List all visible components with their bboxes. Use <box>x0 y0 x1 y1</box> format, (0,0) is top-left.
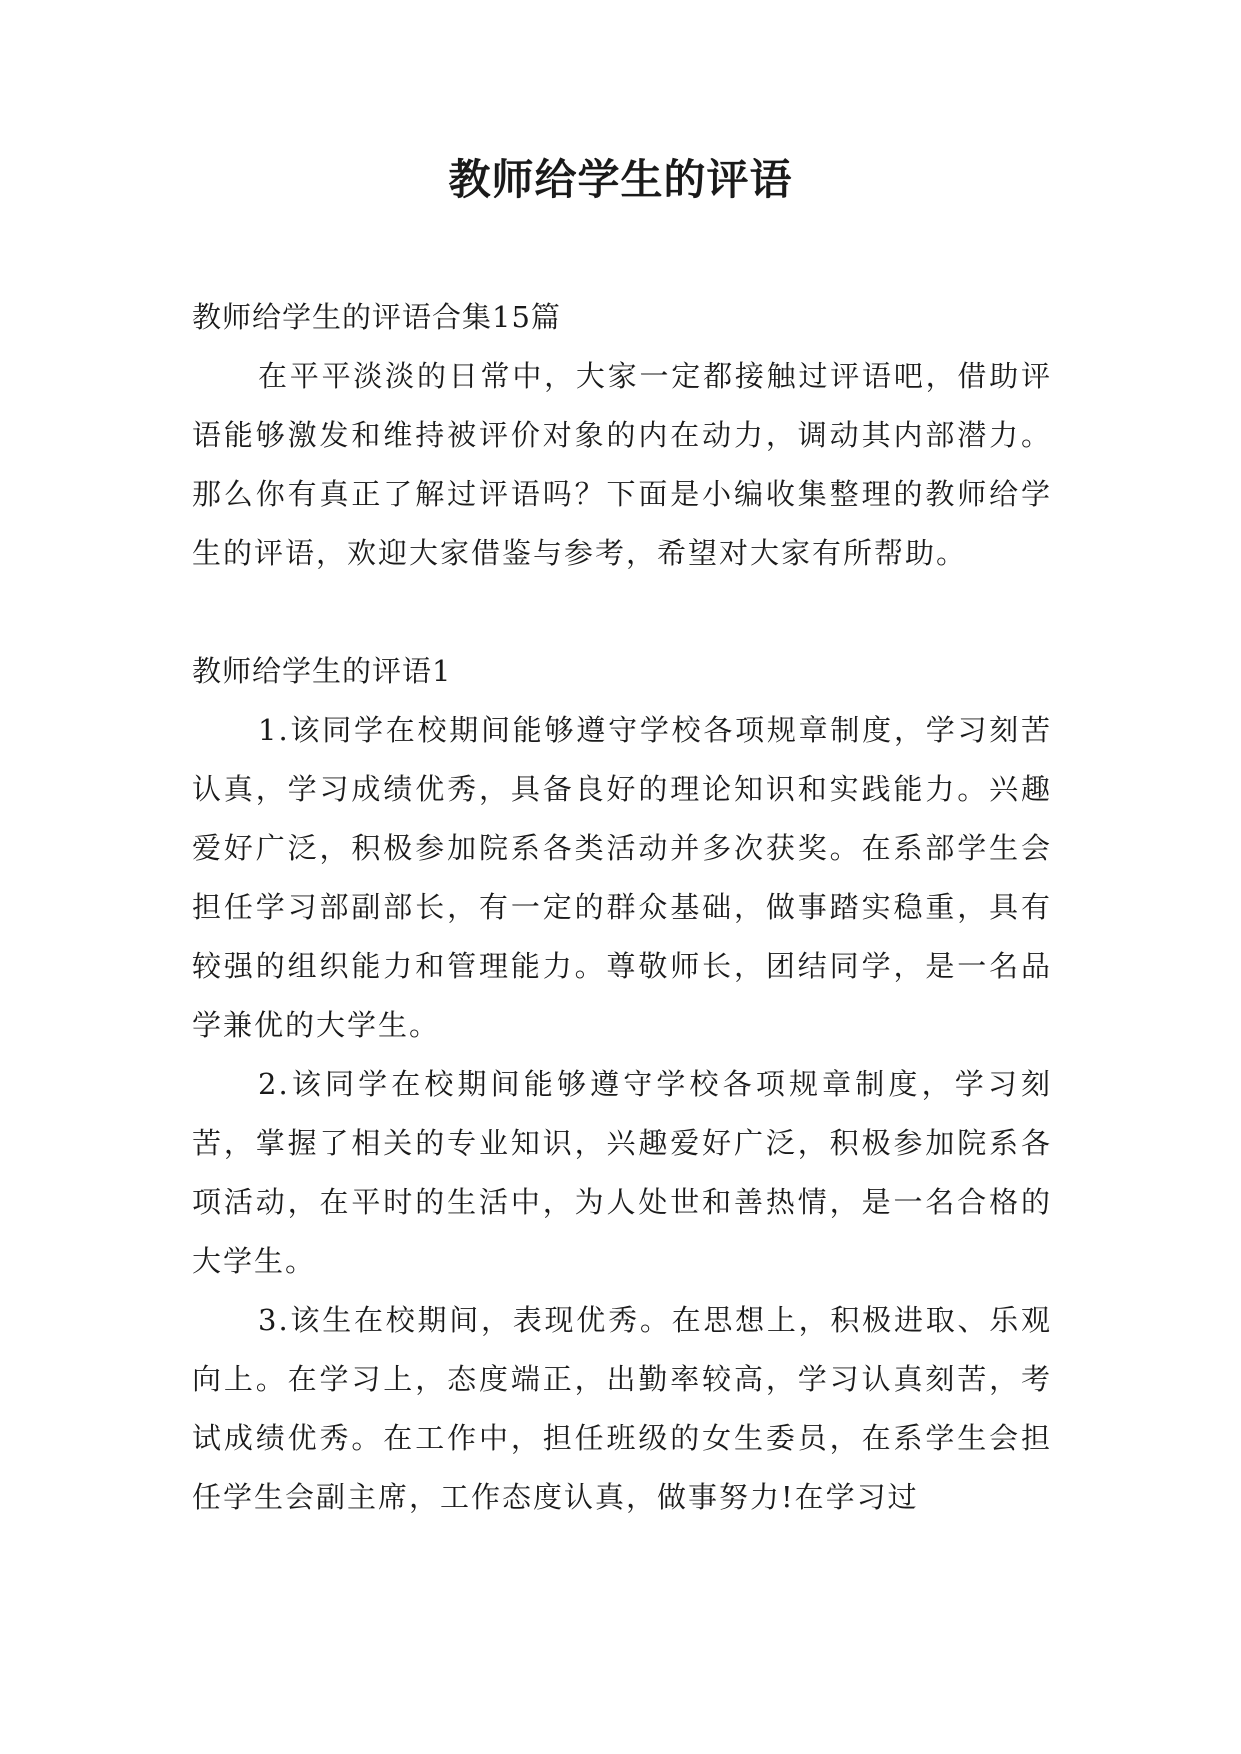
comment-paragraph-1: 1.该同学在校期间能够遵守学校各项规章制度，学习刻苦认真，学习成绩优秀，具备良好的理论知识和实践能力。兴趣爱好广泛，积极参加院系各类活动并多次获奖。在系部学生会担任学习部副部长，有一定的群众基础，做事踏实稳重，具有较强的组织能力和管理能力。尊敬师长，团结同学，是一名品学兼优的大学生。 <box>192 713 1052 1042</box>
document-title: 教师给学生的评语 <box>448 155 793 204</box>
document-subtitle: 教师给学生的评语合集15篇 <box>192 300 561 334</box>
document-body <box>192 288 1052 1527</box>
comment-paragraph-3: 3.该生在校期间，表现优秀。在思想上，积极进取、乐观向上。在学习上，态度端正，出勤率较高，学习认真刻苦，考试成绩优秀。在工作中，担任班级的女生委员，在系学生会担任学生会副主席，工作态度认真，做事努力!在学习过 <box>192 1303 1052 1514</box>
comment-paragraph-2: 2.该同学在校期间能够遵守学校各项规章制度，学习刻苦，掌握了相关的专业知识，兴趣爱好广泛，积极参加院系各项活动，在平时的生活中，为人处世和善热情，是一名合格的大学生。 <box>192 1067 1052 1278</box>
intro-paragraph: 在平平淡淡的日常中，大家一定都接触过评语吧，借助评语能够激发和维持被评价对象的内在动力，调动其内部潜力。那么你有真正了解过评语吗？下面是小编收集整理的教师给学生的评语，欢迎大家借鉴与参考，希望对大家有所帮助。 <box>192 359 1052 570</box>
section-title: 教师给学生的评语1 <box>192 654 452 688</box>
paragraph-spacer <box>192 583 1052 642</box>
